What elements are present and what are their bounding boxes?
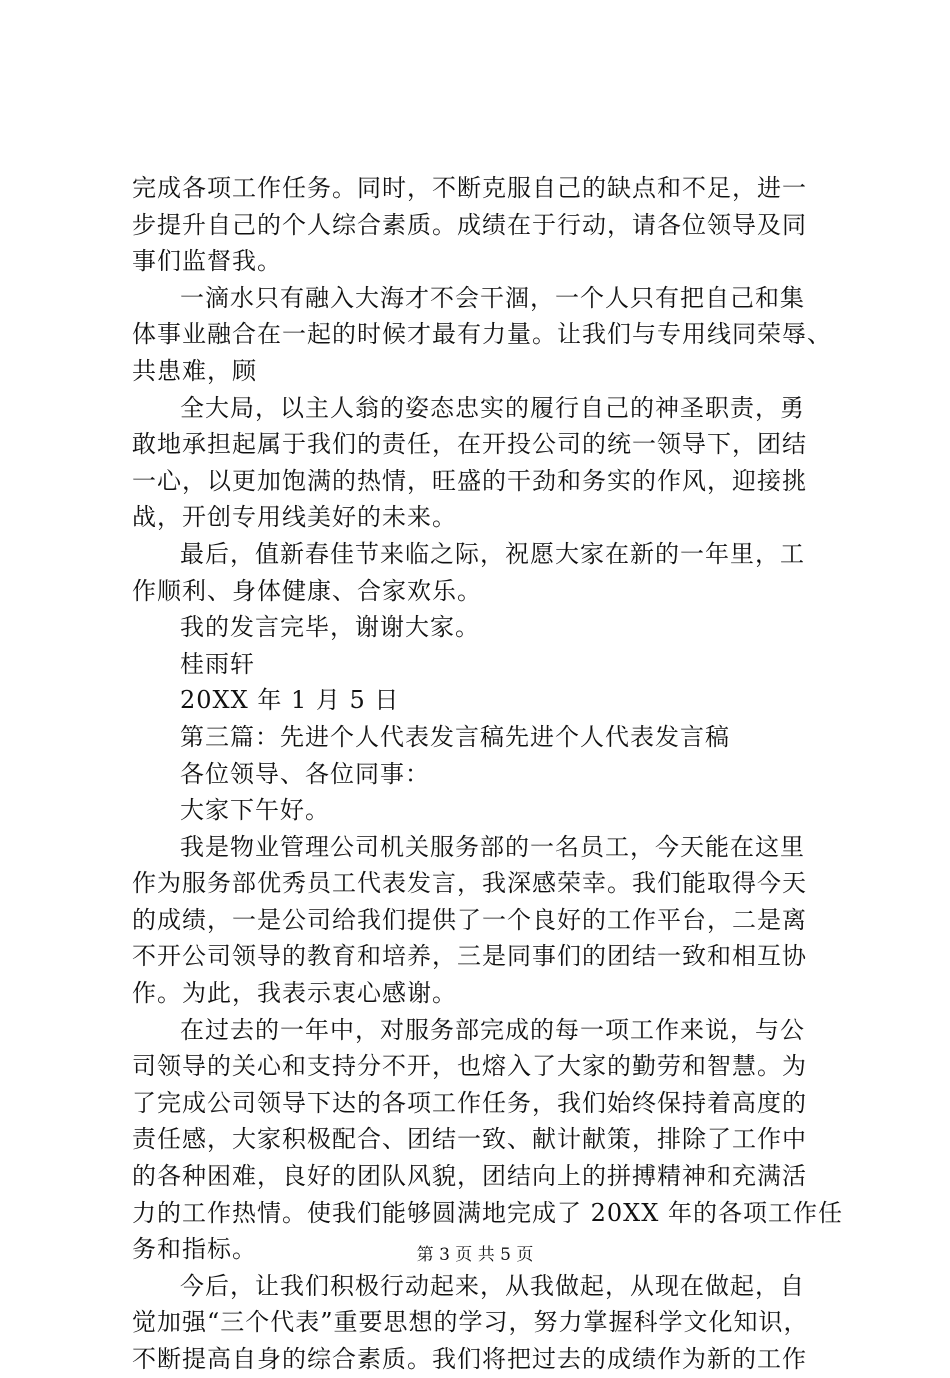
body-text	[132, 170, 843, 1378]
text-line: 了完成公司领导下达的各项工作任务，我们始终保持着高度的	[132, 1088, 807, 1117]
text-line: 的各种困难，良好的团队风貌，团结向上的拼搏精神和充满活	[132, 1162, 807, 1191]
page-footer	[0, 1244, 950, 1266]
greeting: 大家下午好。	[180, 796, 330, 825]
text-line: 作。为此，我表示衷心感谢。	[132, 979, 457, 1008]
section-heading: 第三篇：先进个人代表发言稿先进个人代表发言稿	[180, 722, 730, 751]
text-line: 我是物业管理公司机关服务部的一名员工，今天能在这里	[180, 832, 805, 861]
text-line: 力的工作热情。使我们能够圆满地完成了 20XX 年的各项工作任	[132, 1198, 843, 1227]
text-line: 不断提高自身的综合素质。我们将把过去的成绩作为新的工作	[132, 1345, 807, 1373]
text-line: 一心，以更加饱满的热情，旺盛的干劲和务实的作风，迎接挑	[132, 466, 807, 495]
text-line: 责任感，大家积极配合、团结一致、献计献策，排除了工作中	[132, 1125, 807, 1154]
text-line: 敢地承担起属于我们的责任，在开投公司的统一领导下，团结	[132, 430, 807, 459]
signature-name: 桂雨轩	[180, 649, 255, 678]
text-line: 作为服务部优秀员工代表发言，我深感荣幸。我们能取得今天	[132, 869, 807, 898]
text-line: 体事业融合在一起的时候才最有力量。让我们与专用线同荣辱、	[132, 320, 832, 349]
text-line: 最后，值新春佳节来临之际，祝愿大家在新的一年里，工	[180, 539, 805, 568]
text-line: 全大局，以主人翁的姿态忠实的履行自己的神圣职责，勇	[180, 393, 805, 422]
text-line: 一滴水只有融入大海才不会干涸，一个人只有把自己和集	[180, 283, 805, 312]
text-line: 战，开创专用线美好的未来。	[132, 503, 457, 532]
text-line: 务和指标。	[132, 1235, 257, 1264]
salutation: 各位领导、各位同事：	[180, 759, 430, 788]
text-line: 完成各项工作任务。同时，不断克服自己的缺点和不足，进一	[132, 174, 807, 202]
text-line: 我的发言完毕，谢谢大家。	[180, 613, 480, 642]
text-line: 觉加强“三个代表”重要思想的学习，努力掌握科学文化知识，	[132, 1308, 809, 1337]
text-line: 事们监督我。	[132, 247, 282, 276]
signature-date: 20XX 年 1 月 5 日	[180, 686, 400, 715]
text-line: 的成绩，一是公司给我们提供了一个良好的工作平台，二是离	[132, 905, 807, 934]
text-line: 共患难，顾	[132, 356, 257, 385]
text-line: 作顺利、身体健康、合家欢乐。	[132, 576, 482, 605]
text-line: 在过去的一年中，对服务部完成的每一项工作来说，与公	[180, 1015, 805, 1044]
page-number: 第 3 页 共 5 页	[416, 1245, 534, 1265]
text-line: 不开公司领导的教育和培养，三是同事们的团结一致和相互协	[132, 942, 807, 971]
text-line: 步提升自己的个人综合素质。成绩在于行动，请各位领导及同	[132, 210, 807, 239]
text-line: 今后，让我们积极行动起来，从我做起，从现在做起，自	[180, 1271, 805, 1300]
text-line: 司领导的关心和支持分不开，也熔入了大家的勤劳和智慧。为	[132, 1052, 807, 1081]
